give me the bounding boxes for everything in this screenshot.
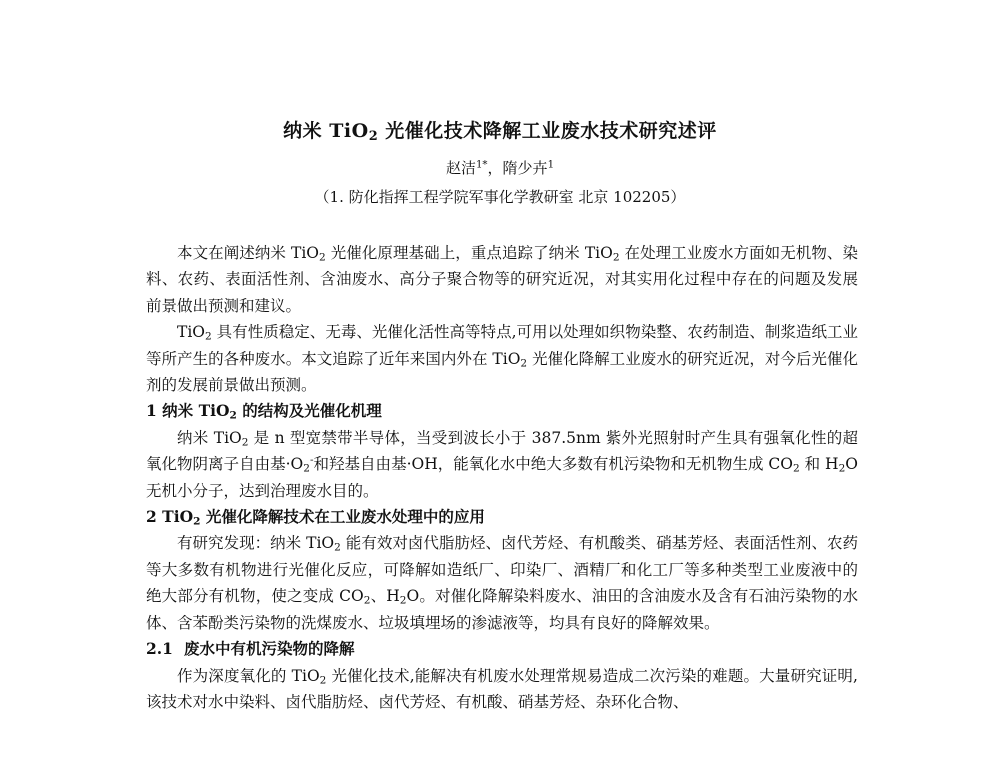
abstract-paragraph-2: TiO$_2$ 具有性质稳定、无毒、光催化活性高等特点,可用以处理如织物染整、农药制造、制浆造纸工业等所产生的各种废水。本文追踪了近年来国内外在 TiO$_2$ 光催化降解工业废水的研究近况，对今后光催化剂的发展前景做出预测。 [146, 323, 858, 395]
title-subscript: 2 [368, 129, 379, 145]
section-heading-2: 2 TiO$_2$ 光催化降解技术在工业废水处理中的应用 [146, 507, 485, 528]
subsection-title: 废水中有机污染物的降解 [184, 639, 355, 659]
author-affiliation-mark: 1* [475, 159, 488, 171]
author-name: 隋少卉 [502, 159, 548, 177]
section-1-paragraph: 纳米 TiO$_2$ 是 n 型宽禁带半导体，当受到波长小于 387.5nm 紫外光照射时产生具有强氧化性的超氧化物阴离子自由基$\cdot O_2^-$和羟基自由基·OH，能氧化水中绝大多数有机污染物和无机物生成 $CO_2$ 和 $H_2O$ 无机小分子，达到治理废水目的。 [146, 428, 858, 500]
title-text: 纳米 TiO [283, 120, 369, 142]
subsection-heading-2-1 [146, 636, 858, 662]
subsection-number: 2.1 [146, 639, 173, 659]
author-separator: ， [487, 159, 503, 177]
section-2-paragraph: 有研究发现：纳米 TiO$_2$ 能有效对卤代脂肪烃、卤代芳烃、有机酸类、硝基芳烃、表面活性剂、农药等大多数有机物进行光催化反应，可降解如造纸厂、印染厂、酒精厂和化工厂等多种类型工业废液中的绝大部分有机物，使之变成 $CO_2$、$H_2O$。对催化降解染料废水、油田的含油废水及含有石油污染物的水体、含苯酚类污染物的洗煤废水、垃圾填埋场的渗滤液等，均具有良好的降解效果。 [146, 534, 858, 632]
author-affiliation-mark: 1 [547, 159, 555, 171]
title-text-rest: 光催化技术降解工业废水技术研究述评 [378, 120, 717, 142]
author-line [0, 157, 1000, 178]
paper-title [0, 116, 1000, 143]
section-heading-1: 1 纳米 TiO$_2$ 的结构及光催化机理 [146, 401, 382, 423]
abstract-paragraph-1: 本文在阐述纳米 TiO$_2$ 光催化原理基础上，重点追踪了纳米 TiO$_2$ 在处理工业废水方面如无机物、染料、农药、表面活性剂、含油废水、高分子聚合物等的研究近况，对其实用化过程中存在的问题及发展前景做出预测和建议。 [146, 244, 859, 315]
paper-body [146, 240, 858, 715]
author-name: 赵洁 [445, 159, 476, 177]
affiliation: （1. 防化指挥工程学院军事化学教研室 北京 102205） [314, 188, 686, 206]
subsection-2-1-paragraph: 作为深度氧化的 TiO$_2$ 光催化技术,能解决有机废水处理常规易造成二次污染的难题。大量研究证明,该技术对水中染料、卤代脂肪烃、卤代芳烃、有机酸、硝基芳烃、杂环化合物、 [146, 666, 858, 711]
